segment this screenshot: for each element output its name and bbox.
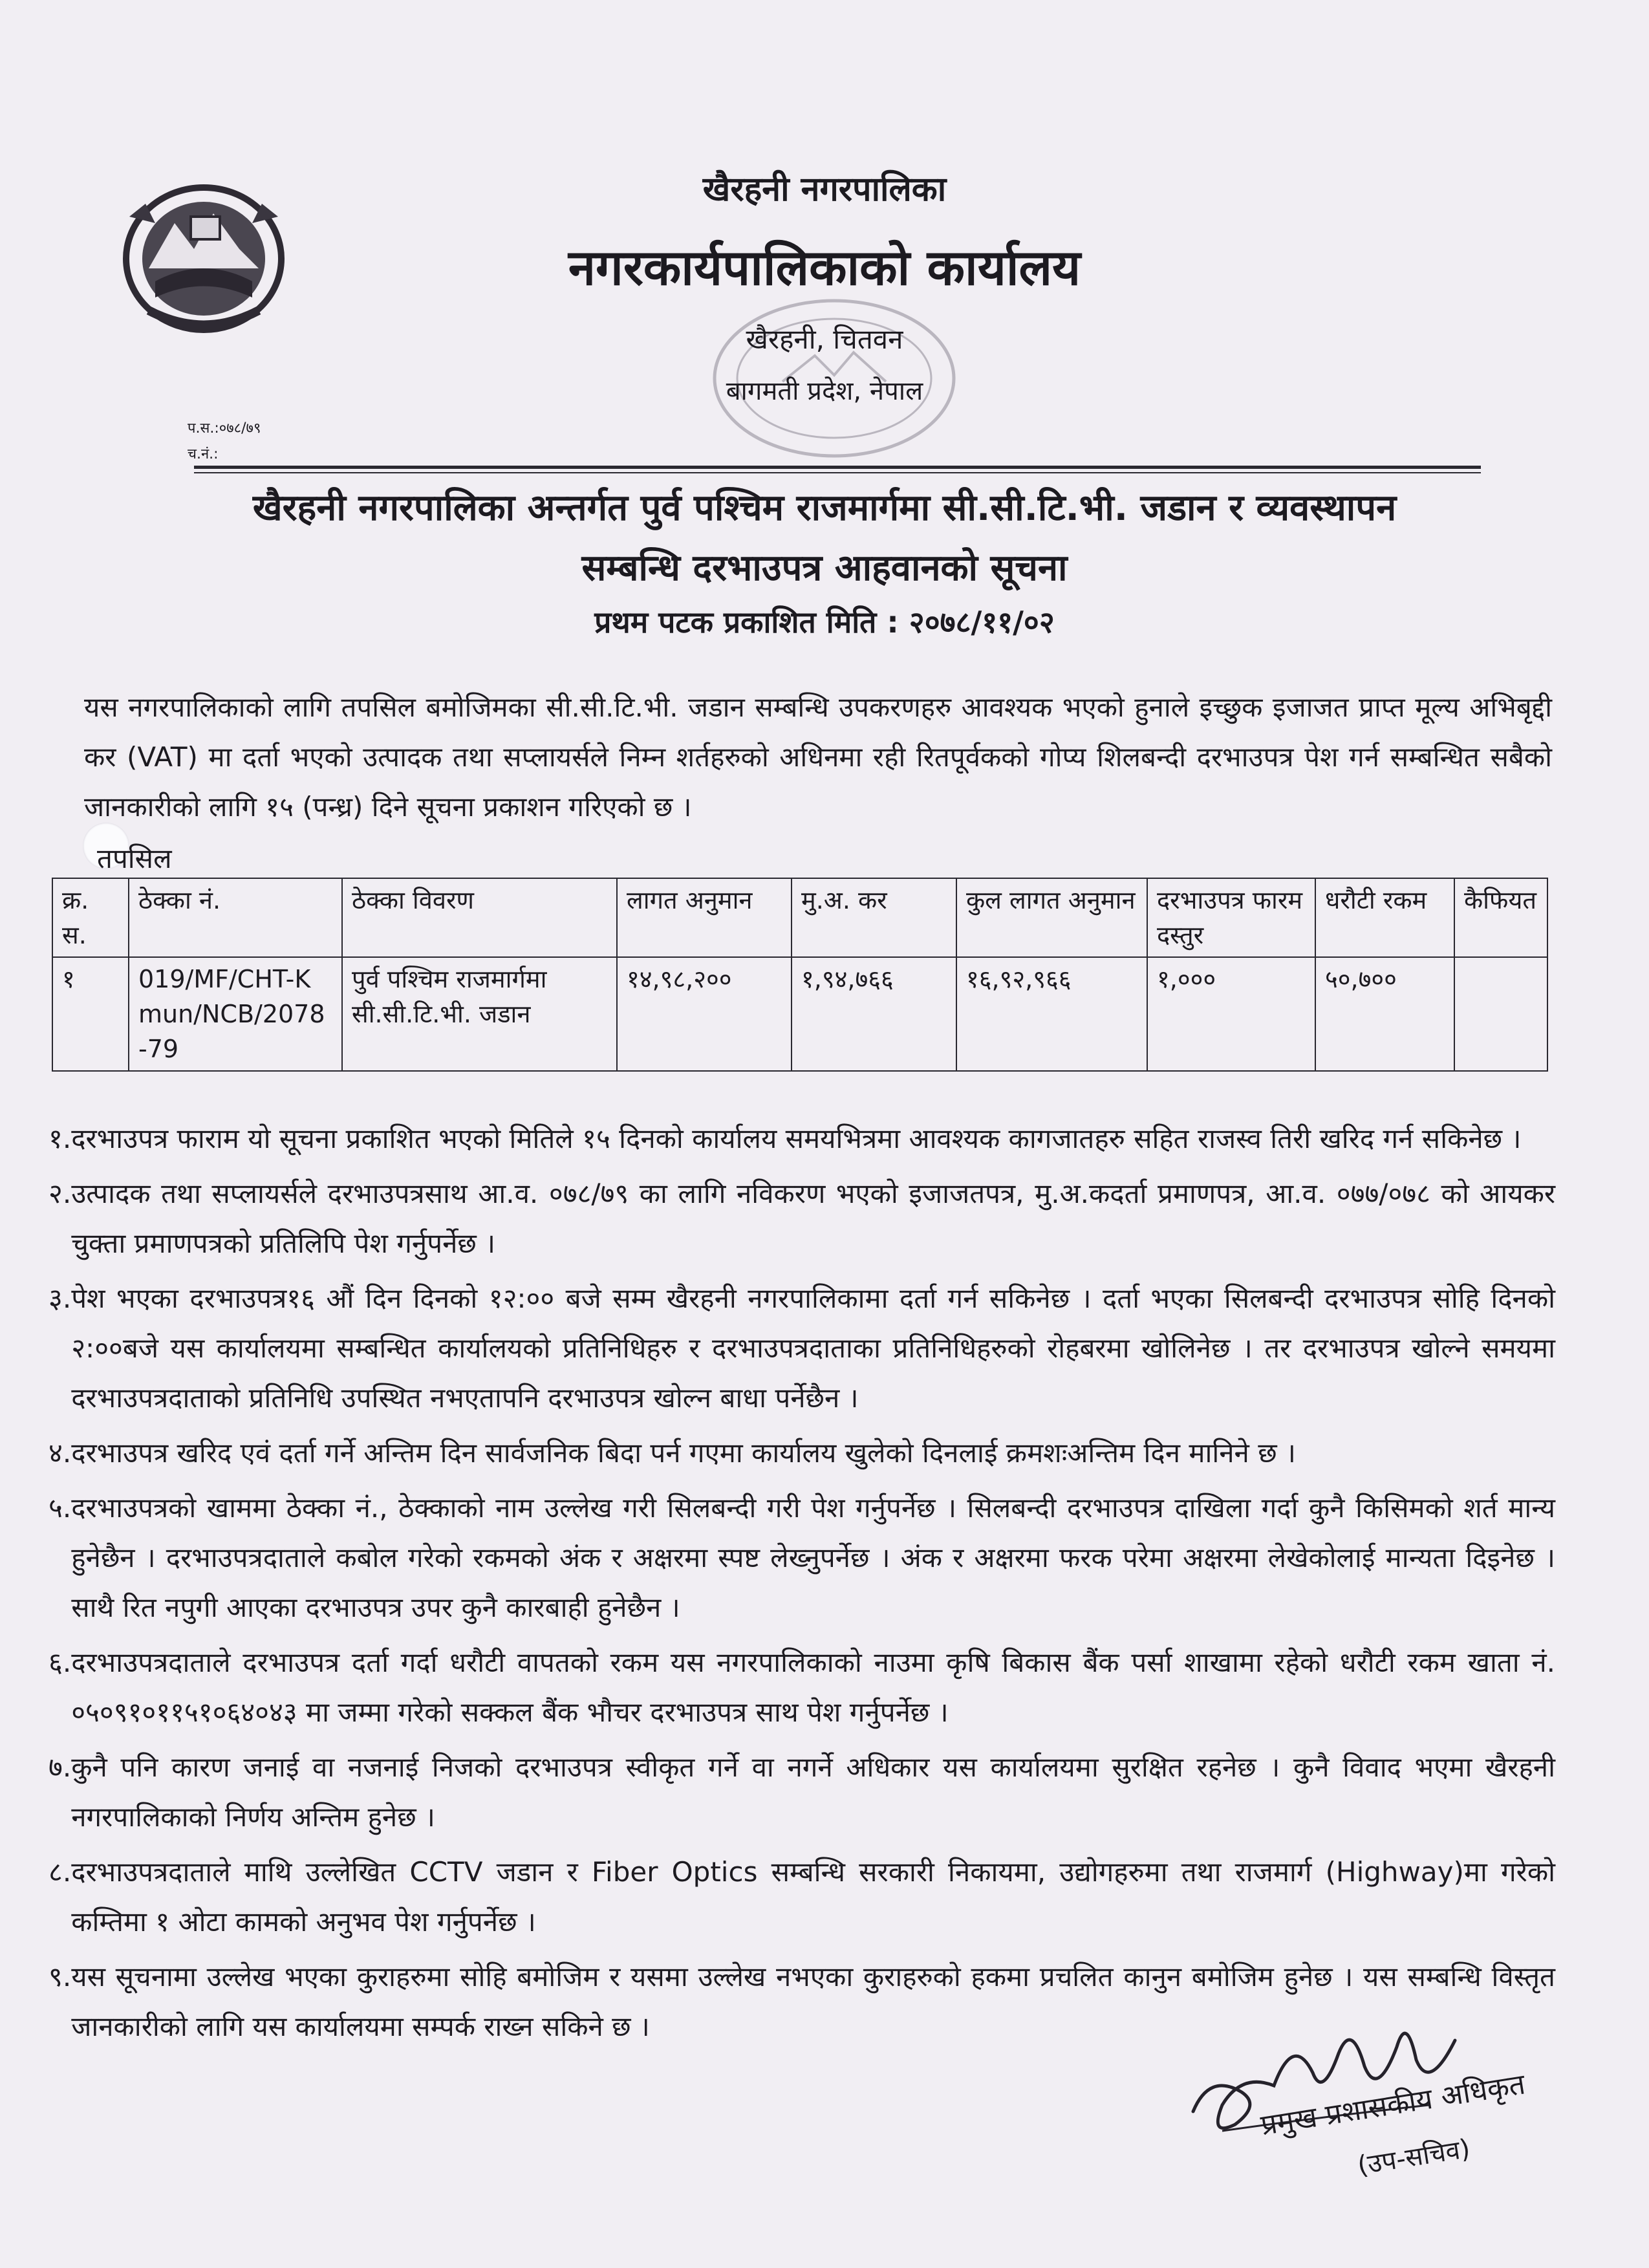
condition-item bbox=[48, 1114, 1555, 1163]
cell-description: पुर्व पश्चिम राजमार्गमा सी.सी.टि.भी. जडान bbox=[342, 957, 617, 1071]
cell-vat: १,९४,७६६ bbox=[792, 957, 956, 1071]
condition-number: ३. bbox=[48, 1282, 72, 1314]
condition-text: पेश भएका दरभाउपत्र१६ औं दिन दिनको १२:०० बजे सम्म खैरहनी नगरपालिकामा दर्ता गर्न सकिनेछ । दर्ता भएका सिलबन्दी दरभाउपत्र सोहि दिनको २:००बजे यस कार्यालयमा सम्बन्धित कार्यालयको प्रतिनिधिहरु र दरभाउपत्रदाताका प्रतिनिधिहरुको रोहबरमा खोलिनेछ । तर दरभाउपत्र खोल्ने समयमा दरभाउपत्रदाताको प्रतिनिधि उपस्थित नभएतापनि दरभाउपत्र खोल्न बाधा पर्नेछैन । bbox=[71, 1282, 1555, 1414]
cell-deposit: ५०,७०० bbox=[1315, 957, 1454, 1071]
condition-text: उत्पादक तथा सप्लायर्सले दरभाउपत्रसाथ आ.व. ०७८/७९ का लागि नविकरण भएको इजाजतपत्र, मु.अ.कदर्ता प्रमाणपत्र, आ.व. ०७७/०७८ को आयकर चुक्ता प्रमाणपत्रको प्रतिलिपि पेश गर्नुपर्नेछ । bbox=[71, 1178, 1555, 1259]
condition-text: दरभाउपत्रदाताले दरभाउपत्र दर्ता गर्दा धरौटी वापतको रकम यस नगरपालिकाको नाउमा कृषि बिकास बैंक पर्सा शाखामा रहेको धरौटी रकम खाता नं. ०५०९१०११५१०६४०४३ मा जम्मा गरेको सक्कल बैंक भौचर दरभाउपत्र साथ पेश गर्नुपर्नेछ । bbox=[71, 1647, 1555, 1728]
condition-item bbox=[48, 1428, 1555, 1478]
reference-block bbox=[188, 416, 261, 468]
col-header-description: ठेक्का विवरण bbox=[342, 878, 617, 957]
condition-number: ६. bbox=[48, 1647, 72, 1678]
cell-total-estimate: १६,९२,९६६ bbox=[956, 957, 1147, 1071]
office-province: बागमती प्रदेश, नेपाल bbox=[726, 376, 923, 406]
table-row bbox=[52, 957, 1547, 1071]
condition-number: ९. bbox=[48, 1961, 72, 1993]
col-header-cost-estimate: लागत अनुमान bbox=[617, 878, 792, 957]
col-header-contract-no: ठेक्का नं. bbox=[129, 878, 342, 957]
condition-text: कुनै पनि कारण जनाई वा नजनाई निजको दरभाउपत्र स्वीकृत गर्ने वा नगर्ने अधिकार यस कार्यालयमा सुरक्षित रहनेछ । कुनै विवाद भएमा खैरहनी नगरपालिकाको निर्णय अन्तिम हुनेछ । bbox=[71, 1751, 1555, 1833]
cell-contract-no: 019/MF/CHT-Kmun/NCB/2078-79 bbox=[129, 957, 342, 1071]
conditions-list bbox=[48, 1114, 1555, 2057]
condition-item bbox=[48, 1483, 1555, 1632]
fiscal-year-ref: प.स.:०७८/७९ bbox=[188, 420, 261, 437]
condition-number: २. bbox=[48, 1178, 72, 1209]
col-header-deposit: धरौटी रकम bbox=[1315, 878, 1454, 957]
cell-cost-estimate: १४,९८,२०० bbox=[617, 957, 792, 1071]
col-header-remarks: कैफियत bbox=[1454, 878, 1547, 957]
condition-text: दरभाउपत्र खरिद एवं दर्ता गर्ने अन्तिम दिन सार्वजनिक बिदा पर्न गएमा कार्यालय खुलेको दिनलाई क्रमशःअन्तिम दिन मानिने छ । bbox=[71, 1437, 1296, 1469]
condition-item bbox=[48, 1637, 1555, 1737]
condition-number: ४. bbox=[48, 1437, 72, 1469]
office-address: खैरहनी, चितवन bbox=[746, 323, 903, 355]
publication-date: प्रथम पटक प्रकाशित मिति : २०७८/११/०२ bbox=[594, 605, 1055, 640]
condition-number: ७. bbox=[48, 1751, 72, 1783]
table-header-row bbox=[52, 878, 1547, 957]
condition-item bbox=[48, 1169, 1555, 1268]
signatory-subtitle: (उप-सचिव) bbox=[1355, 2133, 1472, 2181]
cell-remarks bbox=[1454, 957, 1547, 1071]
col-header-total-estimate: कुल लागत अनुमान bbox=[956, 878, 1147, 957]
condition-item bbox=[48, 1273, 1555, 1423]
condition-text: दरभाउपत्रको खाममा ठेक्का नं., ठेक्काको नाम उल्लेख गरी सिलबन्दी गरी पेश गर्नुपर्नेछ । सिलबन्दी दरभाउपत्र दाखिला गर्दा कुनै किसिमको शर्त मान्य हुनेछैन । दरभाउपत्रदाताले कबोल गरेको रकमको अंक र अक्षरमा स्पष्ट लेख्नुपर्नेछ । अंक र अक्षरमा फरक परेमा अक्षरमा लेखेकोलाई मान्यता दिइनेछ । साथै रित नपुगी आएका दरभाउपत्र उपर कुनै कारबाही हुनेछैन । bbox=[71, 1492, 1555, 1623]
header-divider-thin bbox=[194, 472, 1481, 473]
condition-item bbox=[48, 1742, 1555, 1842]
municipality-name: खैरहनी नगरपालिका bbox=[702, 170, 947, 209]
schedule-label: तपसिल bbox=[97, 843, 172, 874]
tender-table bbox=[52, 878, 1548, 1072]
condition-text: दरभाउपत्र फाराम यो सूचना प्रकाशित भएको मितिले १५ दिनको कार्यालय समयभित्रमा आवश्यक कागजातहरु सहित राजस्व तिरी खरिद गर्न सकिनेछ । bbox=[71, 1123, 1522, 1154]
notice-title: खैरहनी नगरपालिका अन्तर्गत पुर्व पश्चिम राजमार्गमा सी.सी.टि.भी. जडान र व्यवस्थापन bbox=[252, 487, 1397, 529]
condition-text: दरभाउपत्रदाताले माथि उल्लेखित CCTV जडान र Fiber Optics सम्बन्धि सरकारी निकायमा, उद्योगहरुमा तथा राजमार्ग (Highway)मा गरेको कम्तिमा १ ओटा कामको अनुभव पेश गर्नुपर्नेछ । bbox=[71, 1856, 1555, 1938]
cell-form-fee: १,००० bbox=[1147, 957, 1315, 1071]
condition-number: ५. bbox=[48, 1492, 72, 1524]
condition-number: ८. bbox=[48, 1856, 72, 1888]
col-header-form-fee: दरभाउपत्र फारम दस्तुर bbox=[1147, 878, 1315, 957]
dispatch-number: च.नं.: bbox=[188, 446, 219, 462]
col-header-vat: मु.अ. कर bbox=[792, 878, 956, 957]
condition-text: यस सूचनामा उल्लेख भएका कुराहरुमा सोहि बमोजिम र यसमा उल्लेख नभएका कुराहरुको हकमा प्रचलित कानुन बमोजिम हुनेछ । यस सम्बन्धि विस्तृत जानकारीको लागि यस कार्यालयमा सम्पर्क राख्न सकिने छ । bbox=[71, 1961, 1555, 2042]
col-header-sn: क्र. स. bbox=[52, 878, 129, 957]
intro-paragraph: यस नगरपालिकाको लागि तपसिल बमोजिमका सी.सी.टि.भी. जडान सम्बन्धि उपकरणहरु आवश्यक भएको हुनाले इच्छुक इजाजत प्राप्त मूल्य अभिबृद्दी कर (VAT) मा दर्ता भएको उत्पादक तथा सप्लायर्सले निम्न शर्तहरुको अधिनमा रही रितपूर्वकको गोप्य शिलबन्दी दरभाउपत्र पेश गर्न सम्बन्धित सबैको जानकारीको लागि १५ (पन्ध्र) दिने सूचना प्रकाशन गरिएको छ । bbox=[84, 691, 1552, 823]
header-divider bbox=[194, 466, 1481, 469]
office-name: नगरकार्यपालिकाको कार्यालय bbox=[568, 239, 1081, 296]
signatory-title: प्रमुख प्रशासकीय अधिकृत bbox=[1258, 2068, 1528, 2143]
condition-number: १. bbox=[48, 1123, 72, 1154]
condition-item bbox=[48, 1847, 1555, 1947]
notice-subtitle: सम्बन्धि दरभाउपत्र आहवानको सूचना bbox=[581, 547, 1068, 589]
cell-sn: १ bbox=[52, 957, 129, 1071]
